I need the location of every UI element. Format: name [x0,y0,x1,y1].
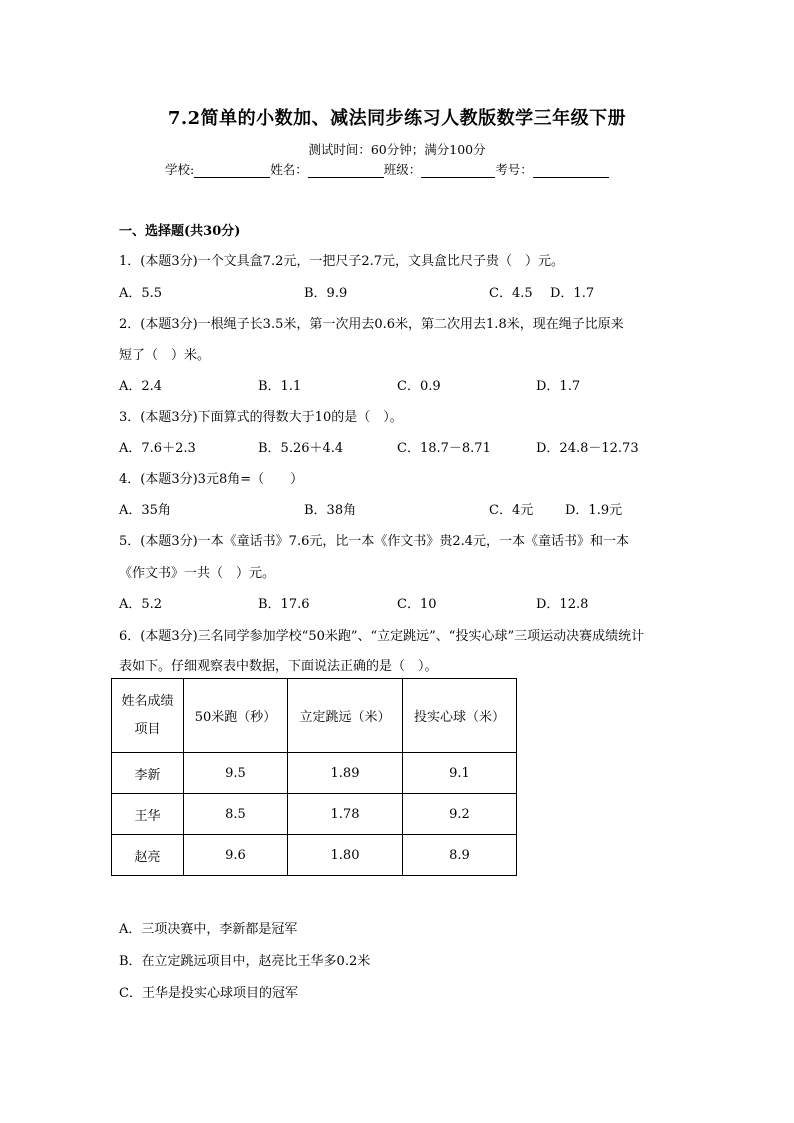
question-4-option-d[interactable]: D．1.9元 [565,503,623,518]
table-header-row [112,679,517,753]
question-1-option-d[interactable]: D．1.7 [550,286,595,301]
class-label: 班级： [383,162,422,177]
question-1-option-c[interactable]: C．4.5 [489,286,533,301]
question-2-text-line-1: 2．(本题3分)一根绳子长3.5米，第一次用去0.6米，第二次用去1.8米，现在绳子比原来 [119,317,624,332]
table-cell: 8.5 [184,794,288,835]
school-label: 学校: [165,162,195,177]
exam-no-blank[interactable] [533,164,609,178]
class-blank[interactable] [421,164,495,178]
question-5-text-line-2: 《作文书》一共（ ）元。 [119,566,276,581]
question-4-option-c[interactable]: C．4元 [489,503,534,518]
question-2-option-b[interactable]: B．1.1 [258,379,302,394]
corner-bottom-label: 项目 [134,721,161,737]
question-4-option-a[interactable]: A．35角 [119,503,171,518]
question-6-option-c[interactable]: C．王华是投实心球项目的冠军 [119,986,298,1001]
school-blank[interactable] [194,164,270,178]
question-5-text-line-1: 5．(本题3分)一本《童话书》7.6元，比一本《作文书》贵2.4元，一本《童话书》和一本 [119,534,630,549]
question-2-option-d[interactable]: D．1.7 [536,379,581,394]
table-row [112,835,517,876]
question-5-option-c[interactable]: C．10 [397,597,437,612]
question-1-option-b[interactable]: B．9.9 [304,286,348,301]
question-5-option-d[interactable]: D．12.8 [536,597,589,612]
question-6-text-line-2: 表如下。仔细观察表中数据，下面说法正确的是（ ）。 [119,659,438,674]
question-2-option-a[interactable]: A．2.4 [119,379,163,394]
question-6-option-b[interactable]: B．在立定跳远项目中，赵亮比王华多0.2米 [119,954,371,969]
question-3-option-a[interactable]: A．7.6＋2.3 [119,441,196,456]
question-3-text: 3．(本题3分)下面算式的得数大于10的是（ ）。 [119,410,403,425]
table-row [112,753,517,794]
question-3-option-d[interactable]: D．24.8－12.73 [536,441,639,456]
column-header-50m: 50米跑（秒） [184,679,288,753]
column-header-long-jump: 立定跳远（米） [288,679,403,753]
question-5-option-a[interactable]: A．5.2 [119,597,163,612]
results-table [111,678,517,876]
table-cell: 9.1 [403,753,517,794]
table-corner-cell [112,679,184,753]
question-6-text-line-1: 6．(本题3分)三名同学参加学校“50米跑”、“立定跳远”、“投实心球”三项运动决赛成绩统计 [119,629,645,644]
section-heading: 一、选择题(共30分) [119,224,241,239]
question-4-option-b[interactable]: B．38角 [304,503,357,518]
table-cell: 9.2 [403,794,517,835]
question-1-option-a[interactable]: A．5.5 [119,286,163,301]
table-cell: 9.5 [184,753,288,794]
question-2-option-c[interactable]: C．0.9 [397,379,441,394]
row-name-cell: 李新 [112,753,184,794]
question-1-text: 1．(本题3分)一个文具盒7.2元，一把尺子2.7元，文具盒比尺子贵（ ）元。 [119,254,565,269]
question-4-text: 4．(本题3分)3元8角=（ ） [119,472,304,487]
question-2-text-line-2: 短了（ ）米。 [119,348,211,363]
exam-subtitle: 测试时间：60分钟；满分100分 [308,142,486,157]
name-label: 姓名： [270,162,308,177]
table-cell: 1.80 [288,835,403,876]
student-info-line [165,160,609,178]
corner-top-label: 姓名成绩 [121,693,174,709]
question-6-option-a[interactable]: A．三项决赛中，李新都是冠军 [119,922,298,937]
question-3-option-c[interactable]: C．18.7－8.71 [397,441,491,456]
table-cell: 9.6 [184,835,288,876]
exam-no-label: 考号： [495,162,533,177]
table-cell: 1.89 [288,753,403,794]
table-cell: 1.78 [288,794,403,835]
table-cell: 8.9 [403,835,517,876]
row-name-cell: 王华 [112,794,184,835]
table-row [112,794,517,835]
question-5-option-b[interactable]: B．17.6 [258,597,310,612]
name-blank[interactable] [308,164,384,178]
column-header-shot-put: 投实心球（米） [403,679,517,753]
row-name-cell: 赵亮 [112,835,184,876]
page-title: 7.2简单的小数加、减法同步练习人教版数学三年级下册 [167,108,627,129]
question-3-option-b[interactable]: B．5.26＋4.4 [258,441,344,456]
